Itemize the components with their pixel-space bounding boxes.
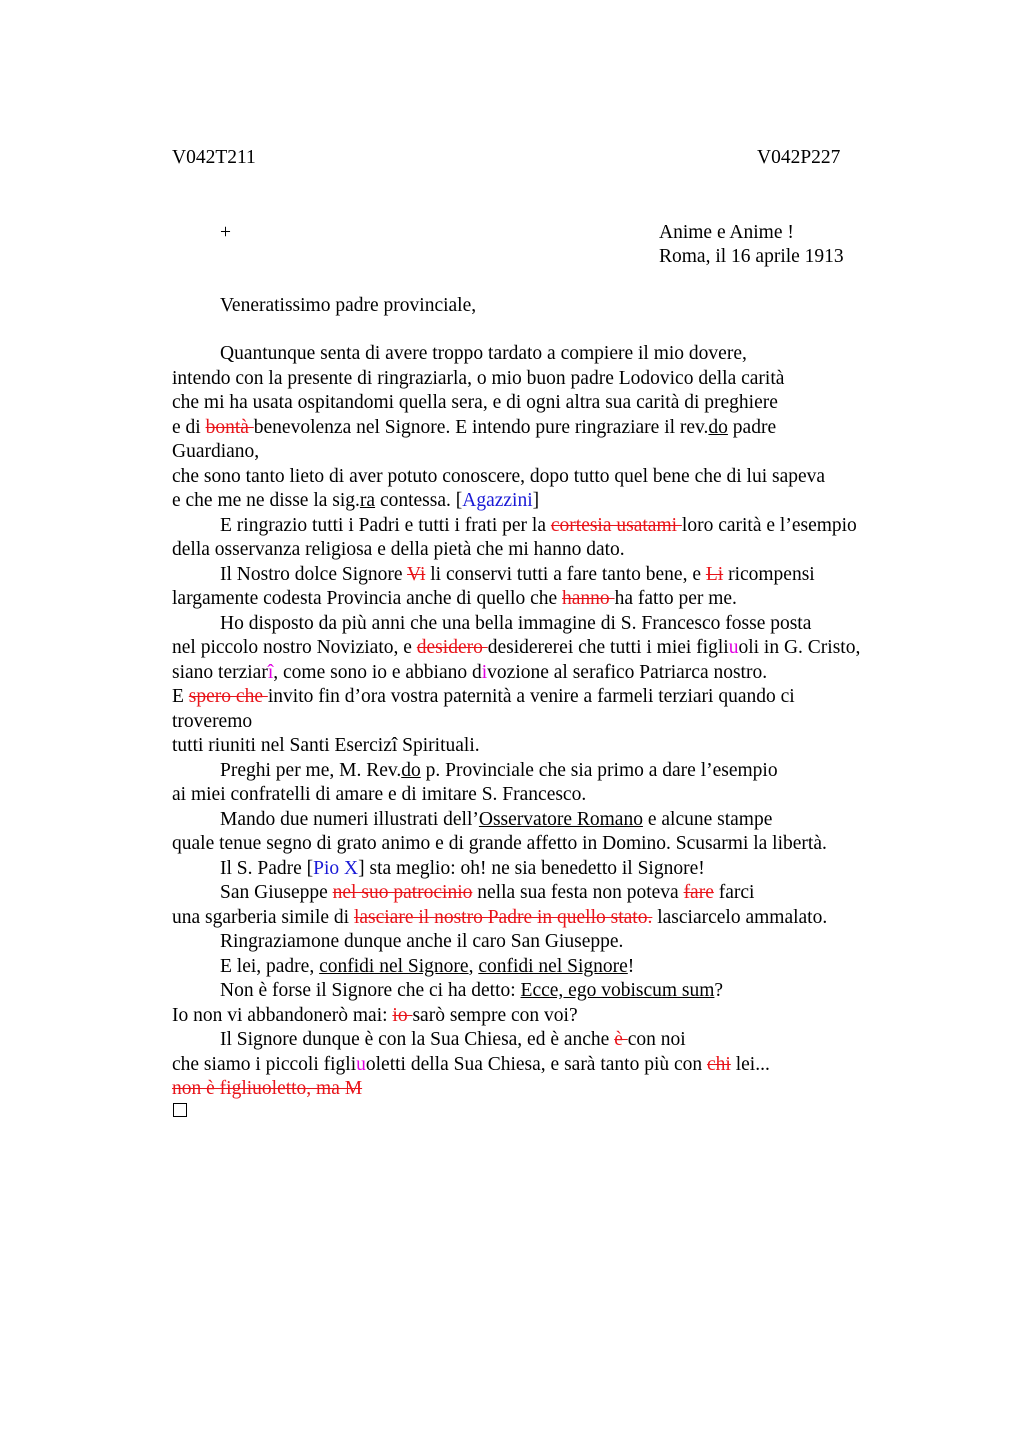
text-segment: ? — [714, 980, 724, 1001]
letter-line — [172, 489, 932, 514]
text-segment: farci — [713, 882, 755, 903]
text-segment: lei... — [730, 1053, 770, 1075]
text-segment: San Giuseppe — [220, 882, 333, 903]
underlined-text: confidi nel Signore — [478, 955, 628, 977]
letter-line — [172, 685, 932, 710]
deleted-text: cortesia usatami — [550, 514, 682, 536]
text-segment: ha fatto per me. — [614, 588, 737, 609]
text-segment: Il Signore dunque è con la Sua Chiesa, ed è anche — [220, 1029, 615, 1050]
letter-line — [172, 832, 932, 857]
text-segment: E — [172, 686, 189, 707]
letter-line — [172, 808, 932, 833]
letter-line — [172, 930, 932, 955]
letter-line — [172, 1077, 932, 1102]
text-segment: nel piccolo nostro Noviziato, e — [172, 637, 417, 658]
left-document-code: V042T211 — [172, 147, 256, 168]
letter-line — [172, 906, 932, 931]
letter-line — [172, 881, 932, 906]
deleted-text: Vi — [407, 563, 426, 585]
text-segment: Quantunque senta di avere troppo tardato a compiere il mio dovere, — [220, 343, 747, 364]
deleted-text: chi — [707, 1053, 731, 1075]
letter-line — [172, 391, 932, 416]
deleted-text: spero che — [188, 686, 268, 707]
right-document-code: V042P227 — [757, 147, 841, 168]
text-segment: Io non vi abbandonerò mai: — [172, 1004, 393, 1026]
letter-line — [172, 783, 932, 808]
inserted-letter: u — [728, 637, 739, 658]
letter-line — [172, 367, 932, 392]
deleted-text: lasciare il nostro Padre in quello stato. — [353, 906, 653, 928]
text-segment: con noi — [627, 1029, 686, 1050]
text-segment: Spirituali. — [397, 735, 480, 756]
text-segment: benevolenza nel Signore. E intendo pure ringraziare il rev. — [253, 416, 709, 438]
text-segment: vozione al serafico Patriarca nostro. — [487, 661, 768, 683]
text-segment: largamente codesta Provincia anche di quello che — [172, 588, 563, 609]
text-segment: li conservi tutti a fare tanto bene, e — [425, 563, 706, 585]
text-segment: Preghi per me, M. Rev. — [220, 759, 402, 781]
deleted-text: bontà — [205, 416, 254, 438]
deleted-text: non è figliuoletto, ma M — [172, 1078, 363, 1099]
letter-line — [172, 734, 932, 759]
text-segment: invito fin d’ora vostra paternità a venire a farmeli terziari quando ci — [267, 686, 795, 707]
text-segment: intendo con la presente di ringraziarla, o mio buon padre Lodovico della carità — [172, 367, 785, 389]
letter-line — [172, 1004, 932, 1029]
letter-line — [172, 979, 932, 1004]
text-segment: siano terziar — [172, 661, 268, 683]
letter-line — [172, 857, 932, 882]
deleted-text: io — [392, 1004, 413, 1026]
editor-note: Agazzini — [462, 490, 533, 511]
end-box-symbol — [173, 1103, 187, 1117]
letter-line — [172, 342, 932, 367]
text-segment: e alcune stampe — [642, 808, 773, 830]
text-segment: Ringraziamone dunque anche il caro San Giuseppe. — [220, 931, 624, 952]
inserted-letter: u — [356, 1053, 366, 1075]
text-segment: una sgarberia simile di — [172, 906, 354, 928]
text-segment: p. Provinciale che sia primo a dare l’esempio — [420, 759, 778, 781]
deleted-text: desidero — [416, 637, 488, 658]
deleted-text: hanno — [562, 588, 615, 609]
inserted-letter: i — [481, 661, 488, 683]
text-segment: Mando due numeri illustrati dell’ — [220, 808, 479, 830]
text-segment: quale tenue segno di grato animo e di grande affetto in Domino. Scusarmi la libertà. — [172, 833, 827, 854]
text-segment: Ho disposto da più anni che una bella immagine di S. Francesco fosse posta — [220, 612, 812, 634]
letter-line — [172, 538, 932, 563]
letter-line — [172, 636, 932, 661]
editor-note: Pio X — [313, 857, 359, 879]
letter-line — [172, 416, 932, 441]
text-segment: Il S. Padre [ — [220, 857, 314, 879]
text-segment: Non è forse il Signore che ci ha detto: — [220, 980, 521, 1001]
letter-line — [172, 1028, 932, 1053]
text-segment: Guardiano, — [172, 441, 260, 462]
underlined-text: Osservatore Romano — [478, 808, 643, 830]
letter-line — [172, 440, 932, 465]
letter-line — [172, 465, 932, 490]
text-segment: lasciarcelo ammalato. — [652, 906, 828, 928]
text-segment: desidererei che tutti i miei figli — [487, 637, 729, 658]
text-segment: nella sua festa non poteva — [472, 882, 684, 903]
letter-line — [172, 955, 932, 980]
place-date: Roma, il 16 aprile 1913 — [659, 246, 844, 267]
text-segment: oli in G. Cristo, — [738, 637, 861, 658]
text-segment: e di — [172, 416, 206, 438]
text-segment: E ringrazio tutti i Padri e tutti i frati per la — [220, 514, 551, 536]
text-segment: che mi ha usata ospitandomi quella sera, e di ogni altra sua carità di preghiere — [172, 392, 778, 413]
salutation: Veneratissimo padre provinciale, — [220, 295, 477, 316]
underlined-text: ra — [359, 490, 376, 511]
text-segment: padre — [727, 416, 777, 438]
text-segment: ! — [627, 955, 635, 977]
letter-line — [172, 710, 932, 735]
letter-line — [172, 759, 932, 784]
text-segment: che siamo i piccoli figli — [172, 1053, 357, 1075]
cross-symbol: + — [220, 222, 231, 243]
text-segment: che sono tanto lieto di aver potuto conoscere, dopo tutto quel bene che di lui sapeva — [172, 465, 826, 487]
letter-line — [172, 612, 932, 637]
text-segment: troveremo — [172, 710, 253, 732]
letter-line — [172, 563, 932, 588]
deleted-text: nel suo patrocinio — [332, 882, 473, 903]
letter-line — [172, 514, 932, 539]
text-segment: , come sono io e abbiano d — [273, 661, 482, 683]
text-segment: oletti della Sua Chiesa, e sarà tanto più con — [365, 1053, 708, 1075]
text-segment: ] sta meglio: oh! ne sia benedetto il Signore! — [358, 857, 705, 879]
text-segment: contessa. [ — [375, 490, 463, 511]
text-segment: ai miei confratelli di amare e di imitare S. Francesco. — [172, 784, 587, 805]
letter-line — [172, 661, 932, 686]
text-segment: , — [468, 955, 479, 977]
deleted-text: fare — [683, 882, 714, 903]
underlined-text: Ecce, ego vobiscum sum — [520, 980, 715, 1001]
text-segment: e che me ne disse la sig. — [172, 490, 360, 511]
letter-line — [172, 1053, 932, 1078]
deleted-text: è — [614, 1029, 628, 1050]
deleted-text: Li — [705, 563, 724, 585]
underlined-text: do — [708, 416, 728, 438]
text-segment: Il Nostro dolce Signore — [220, 563, 408, 585]
motto: Anime e Anime ! — [659, 222, 794, 243]
text-segment: E lei, padre, — [220, 955, 320, 977]
letter-line — [172, 587, 932, 612]
text-segment: ricompensi — [723, 563, 815, 585]
inserted-letter: î — [267, 661, 274, 683]
text-segment: ] — [532, 490, 540, 511]
text-segment: loro carità e l’esempio — [681, 514, 857, 536]
underlined-text: do — [401, 759, 421, 781]
letter-body — [172, 342, 932, 1102]
underlined-text: confidi nel Signore — [319, 955, 469, 977]
text-segment: tutti riuniti nel Santi Esercizî — [172, 735, 398, 756]
text-segment: sarò sempre con voi? — [412, 1004, 578, 1026]
text-segment: della osservanza religiosa e della pietà che mi hanno dato. — [172, 539, 625, 560]
